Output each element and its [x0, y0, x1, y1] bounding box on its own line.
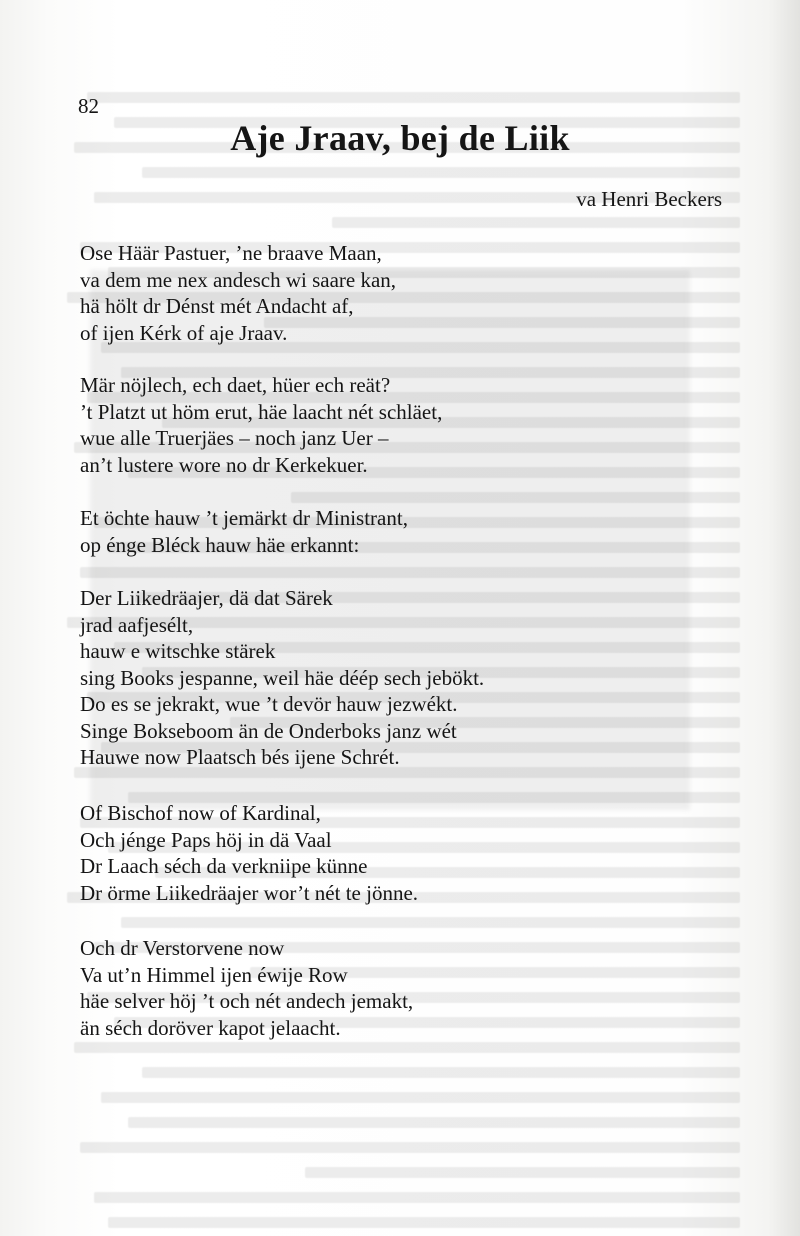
poem-line: ’t Platzt ut höm erut, häe laacht nét schläet, [80, 399, 443, 424]
stanza-2 [80, 372, 442, 478]
poem-line: va dem me nex andesch wi saare kan, [80, 267, 397, 292]
poem-line: än séch doröver kapot jelaacht. [80, 1015, 341, 1040]
stanza-5 [80, 800, 418, 906]
poem-line: Och dr Verstorvene now [80, 936, 285, 960]
poem-title: Aje Jraav, bej de Liik [230, 118, 570, 158]
poem-line: Of Bischof now of Kardinal, [80, 801, 321, 825]
poem-line: Singe Bokseboom än de Onderboks janz wét [80, 718, 457, 743]
poem-line: Der Liikedräajer, dä dat Särek [80, 586, 333, 610]
poem-line: Och jénge Paps höj in dä Vaal [80, 827, 332, 852]
stanza-3 [80, 505, 408, 558]
stanza-6 [80, 935, 413, 1041]
poem-line: Mär nöjlech, ech daet, hüer ech reät? [80, 373, 391, 397]
poem-line: Va ut’n Himmel ijen éwije Row [80, 962, 348, 987]
poem-line: hä hölt dr Dénst mét Andacht af, [80, 294, 354, 318]
poem-line: wue alle Truerjäes – noch janz Uer – [80, 426, 389, 450]
stanza-1 [80, 240, 396, 346]
poem-line: Dr örme Liikedräajer wor’t nét te jönne. [80, 880, 419, 905]
poem-author: va Henri Beckers [576, 187, 722, 211]
stanza-4 [80, 585, 484, 771]
poem-line: Et öchte hauw ’t jemärkt dr Ministrant, [80, 506, 408, 530]
poem-line: of ijen Kérk of aje Jraav. [80, 320, 288, 345]
page-number: 82 [78, 94, 99, 118]
poem-line: Do es se jekrakt, wue ’t devör hauw jezwékt. [80, 692, 458, 716]
poem-line: häe selver höj ’t och nét andech jemakt, [80, 989, 414, 1013]
poem-line: sing Books jespanne, weil häe déép sech jebökt. [80, 665, 485, 690]
poem-line: Hauwe now Plaatsch bés ijene Schrét. [80, 745, 400, 769]
poem-line: op énge Bléck hauw häe erkannt: [80, 532, 360, 557]
poem-line: an’t lustere wore no dr Kerkekuer. [80, 452, 368, 477]
poem-line: Dr Laach séch da verkniipe künne [80, 854, 368, 878]
poem-line: hauw e witschke stärek [80, 639, 276, 663]
poem-line: Ose Häär Pastuer, ’ne braave Maan, [80, 241, 382, 265]
poem-line: jrad aafjesélt, [80, 612, 194, 637]
